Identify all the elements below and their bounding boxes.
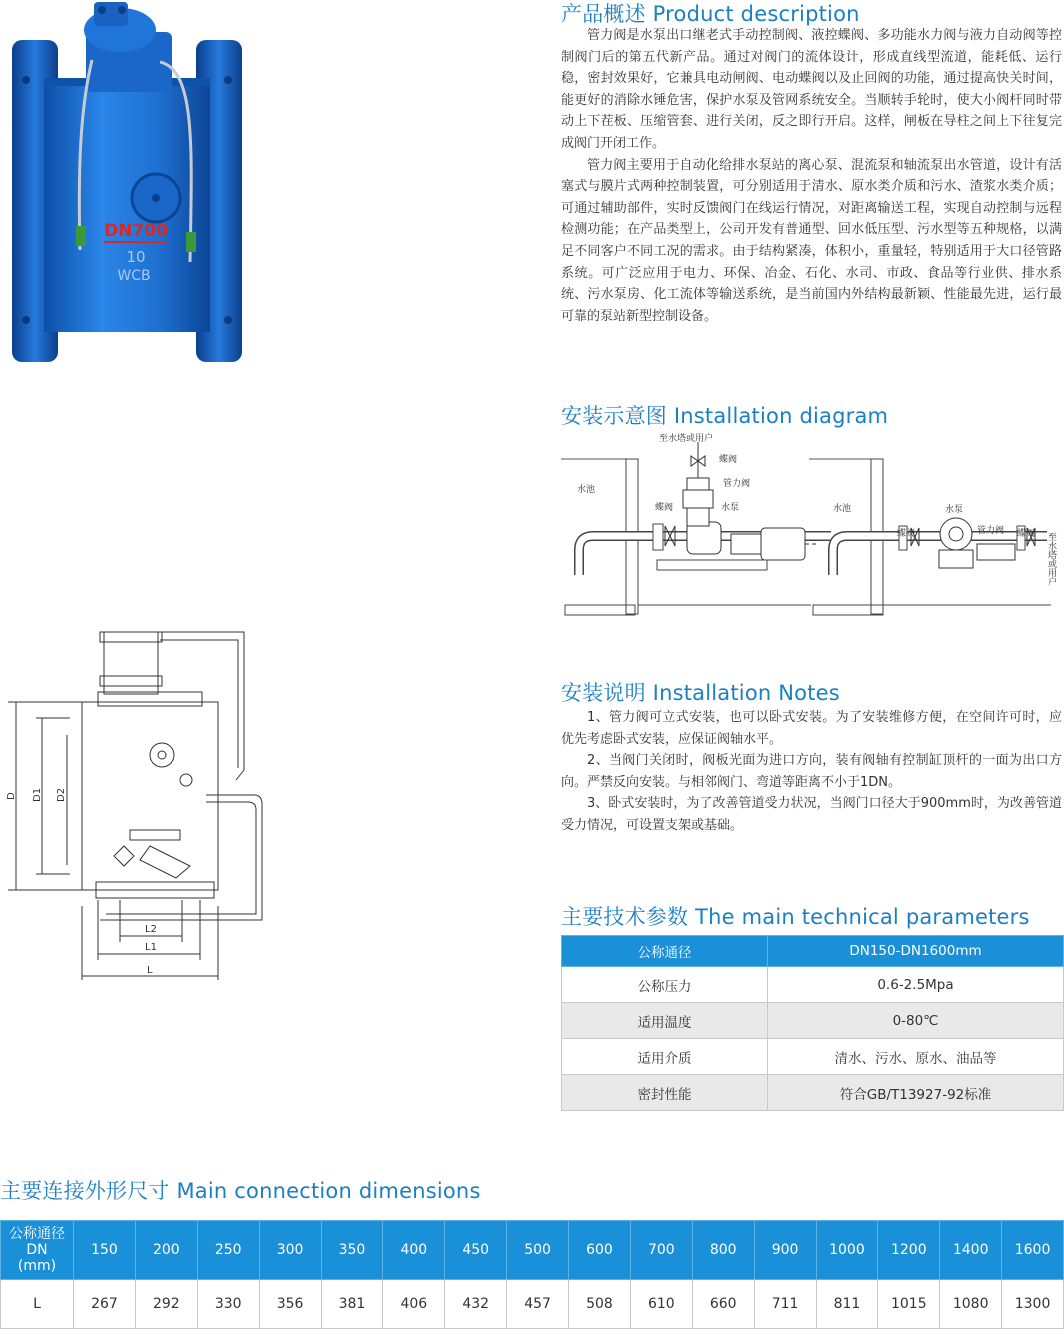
table-row [562,936,1064,967]
dn-value-cell: 150 [74,1221,136,1280]
dn-value-cell: 350 [321,1221,383,1280]
l-value-cell: 660 [692,1280,754,1329]
note-item: 1、管力阀可立式安装，也可以卧式安装。为了安装维修方便，在空间许可时，应优先考虑卧式安装，应保证阀轴水平。 [561,710,1062,747]
dn-value-cell: 450 [445,1221,507,1280]
l-value-cell: 457 [507,1280,569,1329]
dn-header-unit: (mm) [17,1258,57,1274]
l-value-cell: 1015 [878,1280,940,1329]
note-item: 2、当阀门关闭时，阀板光面为进口方向，装有阀轴有控制缸顶杆的一面为出口方向。严禁反向安装。与相邻阀门、弯道等距离不小于1DN。 [561,753,1062,790]
dim-label-D1: D1 [32,787,43,802]
table-row [1,1280,1064,1329]
valve-product-photo [0,0,282,372]
table-row [562,967,1064,1003]
dimension-drawing [0,620,290,990]
diagram-left-pool: 水池 [577,485,596,495]
dn-value-cell: 600 [569,1221,631,1280]
param-value: DN150-DN1600mm [768,936,1064,967]
parameters-table [561,935,1064,1111]
dim-label-L: L [147,965,153,976]
l-value-cell: 811 [816,1280,878,1329]
param-name: 公称通径 [562,936,768,967]
product-paragraph: 管力阀是水泵出口继老式手动控制阀、液控蝶阀、多功能水力阀与液力自动阀等控制阀门后的第五代新产品。通过对阀门的流体设计，形成直线型流道，能耗低、运行稳，密封效果好，它兼具电动闸阀、电动蝶阀以及止回阀的功能，通过提高快关时间，能更好的消除水锤危害，保护水泵及管网系统安全。当顺转手轮时，使大小阀杆同时带动上下茬板、压缩管套、进行关闭，反之即行开启。这样，闸板在导柱之间上下往复完成阀门开闭工作。 [561,28,1062,151]
l-value-cell: 432 [445,1280,507,1329]
installation-notes-text [561,707,1062,836]
diagram-right-pool: 水池 [833,504,852,514]
param-name: 密封性能 [562,1075,768,1111]
diagram-left-pump: 水泵 [721,503,740,513]
param-value: 0.6-2.5Mpa [768,967,1064,1003]
casting-dn: DN700 [104,221,168,241]
l-value-cell: 711 [754,1280,816,1329]
dn-header-unit-name: DN [26,1242,48,1258]
diagram-left-guanli: 管力阀 [723,479,751,489]
diagram-left-top-label: 至水塔或用户 [659,434,714,444]
product-paragraph: 管力阀主要用于自动化给排水泵站的离心泵、混流泵和轴流泵出水管道，设计有活塞式与膜片式两种控制装置，可分别适用于清水、原水类介质和污水、渣浆水类介质；可通过辅助部件，实时反馈阀门在线运行情况，对距离输送工程，实现自动控制与远程检测功能；在产品类型上，公司开发有普通型、回水低压型、污水型等五种规格，以满足不同客户不同工况的需求。由于结构紧凑，体积小，重量轻，特别适用于大口径管路系统。可广泛应用于电力、环保、冶金、石化、水司、市政、食品等行业供、排水系统、污水泵房、化工流体等输送系统，是当前国内外结构最新颖、性能最先进，运行最可靠的泵站新型控制设备。 [561,157,1062,324]
table-row [562,1075,1064,1111]
dn-header-label: 公称通径 [9,1226,65,1242]
product-description-title: 产品概述 Product description [561,2,860,26]
connection-dimensions-title: 主要连接外形尺寸 Main connection dimensions [0,1179,481,1203]
table-row [562,1039,1064,1075]
dn-value-cell: 500 [507,1221,569,1280]
param-value: 0-80℃ [768,1003,1064,1039]
l-value-cell: 381 [321,1280,383,1329]
diagram-right-side-label: 至水塔或用户 [1046,532,1056,586]
dn-value-cell: 1200 [878,1221,940,1280]
diagram-left-butterfly: 蝶阀 [655,503,674,513]
casting-pn: 10 [126,248,146,266]
table-row [562,1003,1064,1039]
note-item: 3、卧式安装时，为了改善管道受力状况，当阀门口径大于900mm时，为改善管道受力情况，可设置支架或基础。 [561,796,1062,833]
dim-label-L1: L1 [145,942,157,953]
dim-label-D2: D2 [56,787,67,802]
dn-value-cell: 1000 [816,1221,878,1280]
installation-diagram [561,430,1064,622]
l-value-cell: 508 [569,1280,631,1329]
l-row-label: L [1,1280,74,1329]
diagram-right-butterfly-right: 蝶阀 [1017,529,1036,539]
diagram-right-guanli: 管力阀 [977,526,1005,536]
casting-material: WCB [117,268,151,284]
param-name: 适用温度 [562,1003,768,1039]
dn-value-cell: 900 [754,1221,816,1280]
dimensions-table [0,1220,1064,1329]
param-value: 符合GB/T13927-92标准 [768,1075,1064,1111]
l-value-cell: 1080 [940,1280,1002,1329]
l-value-cell: 1300 [1002,1280,1064,1329]
l-value-cell: 356 [259,1280,321,1329]
dn-value-cell: 1600 [1002,1221,1064,1280]
diagram-right-butterfly-left: 蝶阀 [897,529,916,539]
dn-value-cell: 700 [630,1221,692,1280]
l-value-cell: 292 [135,1280,197,1329]
dim-label-D: D [6,792,17,800]
dn-header-cell [1,1221,74,1280]
l-value-cell: 406 [383,1280,445,1329]
dn-value-cell: 400 [383,1221,445,1280]
installation-diagram-title: 安装示意图 Installation diagram [561,404,889,428]
dn-value-cell: 1400 [940,1221,1002,1280]
param-name: 适用介质 [562,1039,768,1075]
dn-value-cell: 800 [692,1221,754,1280]
diagram-left-butterfly-top: 蝶阀 [719,455,738,465]
diagram-right-pump: 水泵 [945,505,964,515]
dim-label-L2: L2 [145,924,157,935]
dn-value-cell: 200 [135,1221,197,1280]
l-value-cell: 330 [197,1280,259,1329]
technical-parameters-title: 主要技术参数 The main technical parameters [561,905,1030,929]
param-value: 清水、污水、原水、油品等 [768,1039,1064,1075]
table-row [1,1221,1064,1280]
installation-notes-title: 安装说明 Installation Notes [561,681,840,705]
product-description-text [561,25,1062,327]
dn-value-cell: 250 [197,1221,259,1280]
l-value-cell: 267 [74,1280,136,1329]
l-value-cell: 610 [630,1280,692,1329]
dn-value-cell: 300 [259,1221,321,1280]
param-name: 公称压力 [562,967,768,1003]
